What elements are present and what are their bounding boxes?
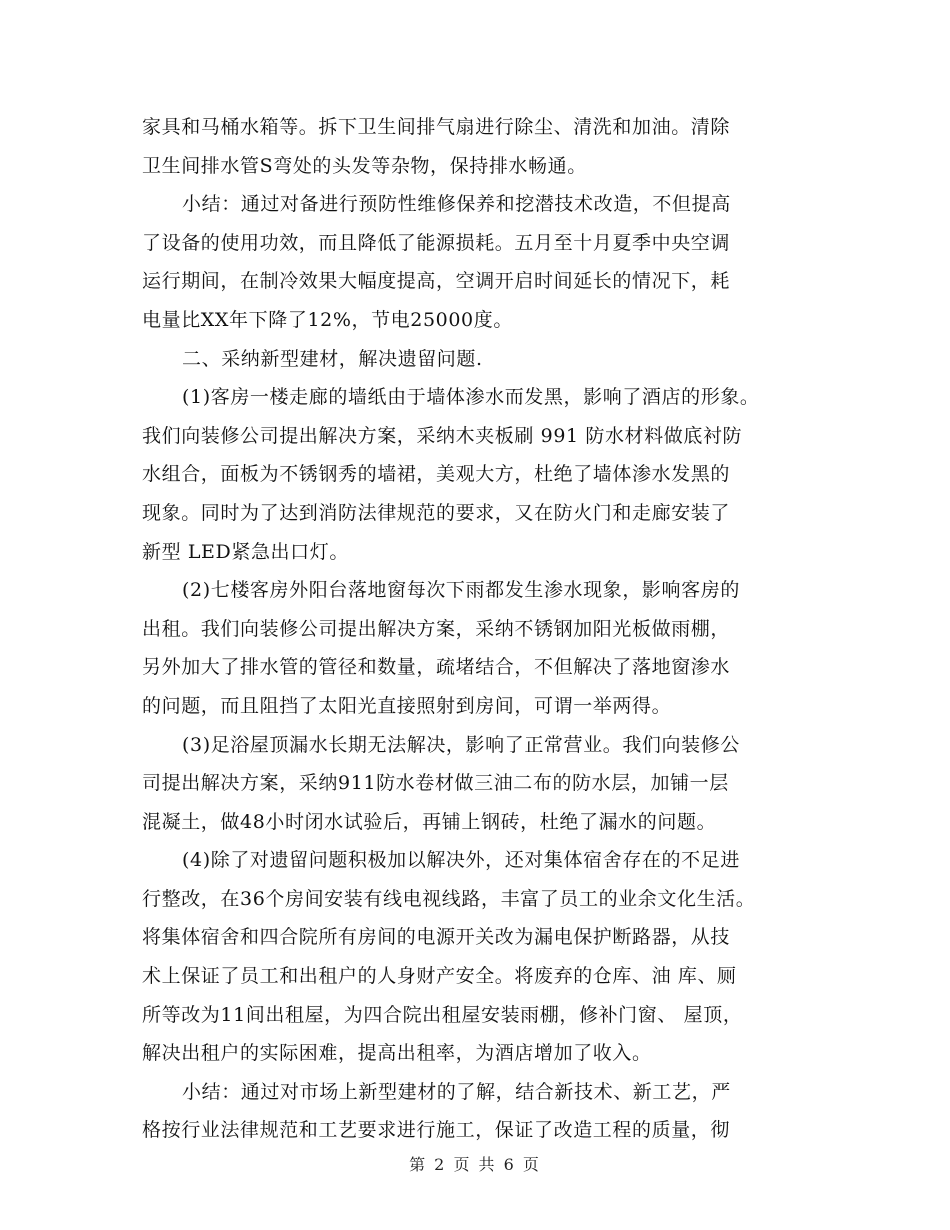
text-line: 二、采纳新型建材，解决遗留问题. [182, 347, 483, 370]
text-line: 混凝土，做48小时闭水试验后，再铺上钢砖，杜绝了漏水的问题。 [142, 810, 717, 833]
text-line: 了设备的使用功效，而且降低了能源损耗。五月至十月夏季中央空调 [142, 231, 731, 254]
text-line: (4)除了对遗留问题积极加以解决外，还对集体宿舍存在的不足进 [182, 849, 740, 872]
document-body [142, 108, 822, 1150]
text-line: 现象。同时为了达到消防法律规范的要求，又在防火门和走廊安装了 [142, 501, 731, 524]
text-line: 卫生间排水管S弯处的头发等杂物，保持排水畅通。 [142, 154, 587, 177]
text-line: 司提出解决方案，采纳911防水卷材做三油二布的防水层，加铺一层 [142, 772, 729, 795]
text-line: 出租。我们向装修公司提出解决方案，采纳不锈钢加阳光板做雨棚， [142, 617, 731, 640]
text-line: 电量比XX年下降了12%，节电25000度。 [142, 308, 513, 331]
text-line: 小结：通过对市场上新型建材的了解，结合新技术、新工艺，严 [182, 1080, 731, 1103]
text-line: 运行期间，在制冷效果大幅度提高，空调开启时间延长的情况下，耗 [142, 270, 731, 293]
text-line: 术上保证了员工和出租户的人身财产安全。将废弃的仓库、油 库、厕 [142, 965, 737, 988]
text-line: 小结：通过对备进行预防性维修保养和挖潜技术改造，不但提高 [182, 193, 731, 216]
text-line: 另外加大了排水管的管径和数量，疏堵结合，不但解决了落地窗渗水 [142, 656, 731, 679]
text-line: 家具和马桶水箱等。拆下卫生间排气扇进行除尘、清洗和加油。清除 [142, 116, 731, 138]
page-footer: 第 2 页 共 6 页 [409, 1155, 541, 1174]
text-line: (1)客房一楼走廊的墙纸由于墙体渗水而发黑，影响了酒店的形象。 [182, 386, 760, 409]
text-line: 将集体宿舍和四合院所有房间的电源开关改为漏电保护断路器，从技 [142, 926, 731, 949]
text-line: 所等改为11间出租屋，为四合院出租屋安装雨棚，修补门窗、 屋顶， [142, 1003, 743, 1026]
text-line: 格按行业法律规范和工艺要求进行施工，保证了改造工程的质量，彻 [142, 1119, 731, 1142]
text-line: (3)足浴屋顶漏水长期无法解决，影响了正常营业。我们向装修公 [182, 733, 740, 756]
text-line: 解决出租户的实际困难，提高出租率，为酒店增加了收入。 [142, 1042, 652, 1065]
text-line: 的问题，而且阻挡了太阳光直接照射到房间，可谓一举两得。 [142, 694, 672, 717]
text-line: (2)七楼客房外阳台落地窗每次下雨都发生渗水现象，影响客房的 [182, 579, 740, 602]
text-line: 我们向装修公司提出解决方案，采纳木夹板刷 991 防水材料做底衬防 [142, 424, 743, 447]
text-line: 新型 LED紧急出口灯。 [142, 540, 349, 563]
text-line: 水组合，面板为不锈钢秀的墙裙，美观大方，杜绝了墙体渗水发黑的 [142, 463, 731, 486]
text-line: 行整改，在36个房间安装有线电视线路，丰富了员工的业余文化生活。 [142, 887, 756, 910]
